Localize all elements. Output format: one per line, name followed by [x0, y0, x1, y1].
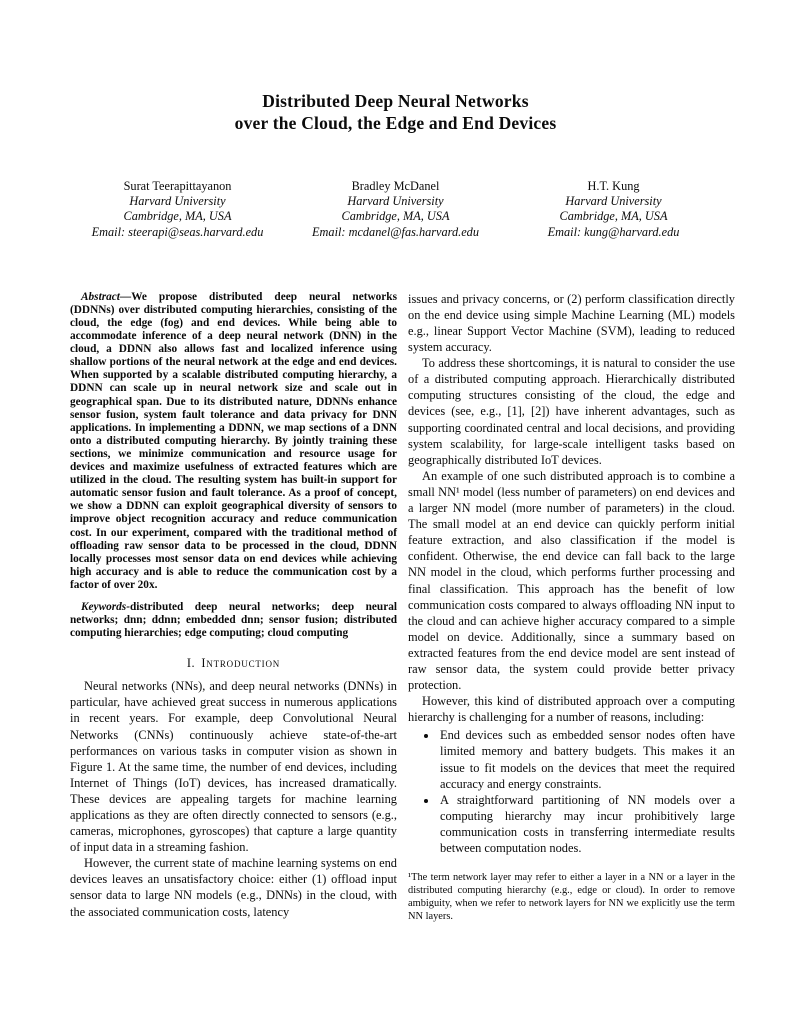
- paper-title-line1: Distributed Deep Neural Networks: [262, 91, 529, 111]
- abstract-label: Abstract—: [81, 290, 132, 303]
- challenge-item-1: • End devices such as embedded sensor nodes often have limited memory and battery budgets. This makes it an issue to fit models on the devices that meet the required accuracy and energy constraints.: [438, 727, 735, 791]
- paper-title: [0, 90, 791, 134]
- author-1-name: Surat Teerapittayanon: [123, 179, 232, 193]
- intro-paragraph-1: Neural networks (NNs), and deep neural networks (DNNs) in particular, have achieved great success in numerous applications in recent years. For example, deep Convolutional Neural Networks (CNNs) continuously achieve state-of-the-art performances on various tasks in computer vision as shown in Figure 1. At the same time, the number of end devices, including Internet of Things (IoT) devices, has increased dramatically. These devices are appealing targets for machine learning applications as they are often directly connected to sensors (e.g., cameras, microphones, gyroscopes) that capture a large quantity of input data in a streaming fashion.: [70, 679, 397, 855]
- abstract-paragraph: [70, 291, 397, 592]
- right-column: [408, 291, 735, 923]
- author-2: [287, 179, 505, 240]
- author-3-affiliation: Harvard University: [565, 194, 662, 209]
- author-3-location: Cambridge, MA, USA: [559, 209, 668, 224]
- section-1-title: Introduction: [201, 656, 281, 671]
- challenge-item-2: • A straightforward partitioning of NN models over a computing hierarchy may incur prohibitively large communication costs in transferring intermediate results between computation nodes.: [438, 792, 735, 856]
- author-1-location: Cambridge, MA, USA: [123, 209, 232, 224]
- abstract-text: We propose distributed deep neural networks (DDNNs) over distributed computing hierarchies, consisting of the cloud, the edge (fog) and end devices. While being able to accommodate inference of a deep neural network (DNN) in the cloud, a DDNN also allows fast and localized inference using shallow portions of the neural network at the edge and end devices. When supported by a scalable distributed computing hierarchy, a DDNN can scale up in neural network size and scale out in geographical span. Due to its distributed nature, DDNNs enhance sensor fusion, system fault tolerance and data privacy for DNN applications. In implementing a DDNN, we map sections of a DNN onto a distributed computing hierarchy. By jointly training these sections, we minimize communication and resource usage for devices and maximize usefulness of extracted features which are utilized in the cloud. The resulting system has built-in support for automatic sensor fusion and fault tolerance. As a proof of concept, we show a DDNN can exploit geographical diversity of sensors to improve object recognition accuracy and reduce communication cost. In our experiment, compared with the traditional method of offloading raw sensor data to be processed in the cloud, DDNN locally processes most sensor data on end devices while achieving high accuracy and is able to reduce the communication cost by a factor of over 20x.: [70, 290, 397, 591]
- challenges-list: [408, 727, 735, 856]
- author-1: [69, 179, 287, 240]
- author-1-affiliation: Harvard University: [129, 194, 226, 209]
- author-block: [0, 179, 791, 240]
- right-paragraph-3: An example of one such distributed approach is to combine a small NN¹ model (less number of parameters) on end devices and a larger NN model (more number of parameters) in the cloud. The small model at an end device can quickly perform initial feature extraction, and also classification if the model is confident. Otherwise, the end device can fall back to the large NN model in the cloud, which performs further processing and final classification. This approach has the benefit of low communication costs compared to always offloading NN input to the cloud and can achieve higher accuracy compared to a simple model on device. Additionally, since a summary based on extracted features from the end device model are sent instead of raw sensor data, the system could provide better privacy protection.: [408, 468, 735, 693]
- paper-header: [0, 0, 791, 240]
- left-column: [70, 291, 397, 923]
- section-1-heading: [70, 655, 397, 671]
- author-3-email: Email: kung@harvard.edu: [547, 224, 680, 239]
- intro-paragraph-2: However, the current state of machine learning systems on end devices leaves an unsatisfactory choice: either (1) offload input sensor data to large NN models (e.g., DNNs) in the cloud, with the associated communication costs, latency: [70, 856, 397, 919]
- keywords-text: distributed deep neural networks; deep neural networks; dnn; ddnn; embedded dnn; sensor fusion; distributed computing hierarchies; edge computing; cloud computing: [70, 600, 397, 640]
- author-2-email: Email: mcdanel@fas.harvard.edu: [312, 224, 479, 239]
- author-3-name: H.T. Kung: [587, 179, 640, 193]
- author-2-location: Cambridge, MA, USA: [341, 209, 450, 224]
- right-paragraph-1: issues and privacy concerns, or (2) perform classification directly on the end device using simple Machine Learning (ML) models e.g., linear Support Vector Machine (SVM), leading to reduced system accuracy.: [408, 291, 735, 355]
- author-2-name: Bradley McDanel: [351, 179, 440, 193]
- author-1-email: Email: steerapi@seas.harvard.edu: [91, 224, 264, 239]
- section-1-number: I.: [186, 656, 196, 671]
- author-2-affiliation: Harvard University: [347, 194, 444, 209]
- right-paragraph-2: To address these shortcomings, it is natural to consider the use of a distributed computing approach. Hierarchically distributed computing structures consisting of the cloud, the edge and devices (see, e.g., [1], [2]) have inherent advantages, such as supporting coordinated central and local decisions, and providing system scalability, for large-scale intelligent tasks based on geographically distributed IoT devices.: [408, 356, 735, 467]
- keywords-label: Keywords-: [81, 600, 130, 613]
- author-3: [505, 179, 723, 240]
- body-columns: [0, 291, 791, 923]
- keywords-paragraph: [70, 601, 397, 640]
- right-paragraph-4: However, this kind of distributed approach over a computing hierarchy is challenging for a number of reasons, including:: [408, 694, 735, 725]
- paper-title-line2: over the Cloud, the Edge and End Devices: [234, 113, 557, 133]
- footnote-1: ¹The term network layer may refer to either a layer in a NN or a layer in the distributed computing hierarchy (e.g., edge or cloud). In order to remove ambiguity, when we refer to network layers for NN we explicitly use the term NN layers.: [408, 872, 735, 923]
